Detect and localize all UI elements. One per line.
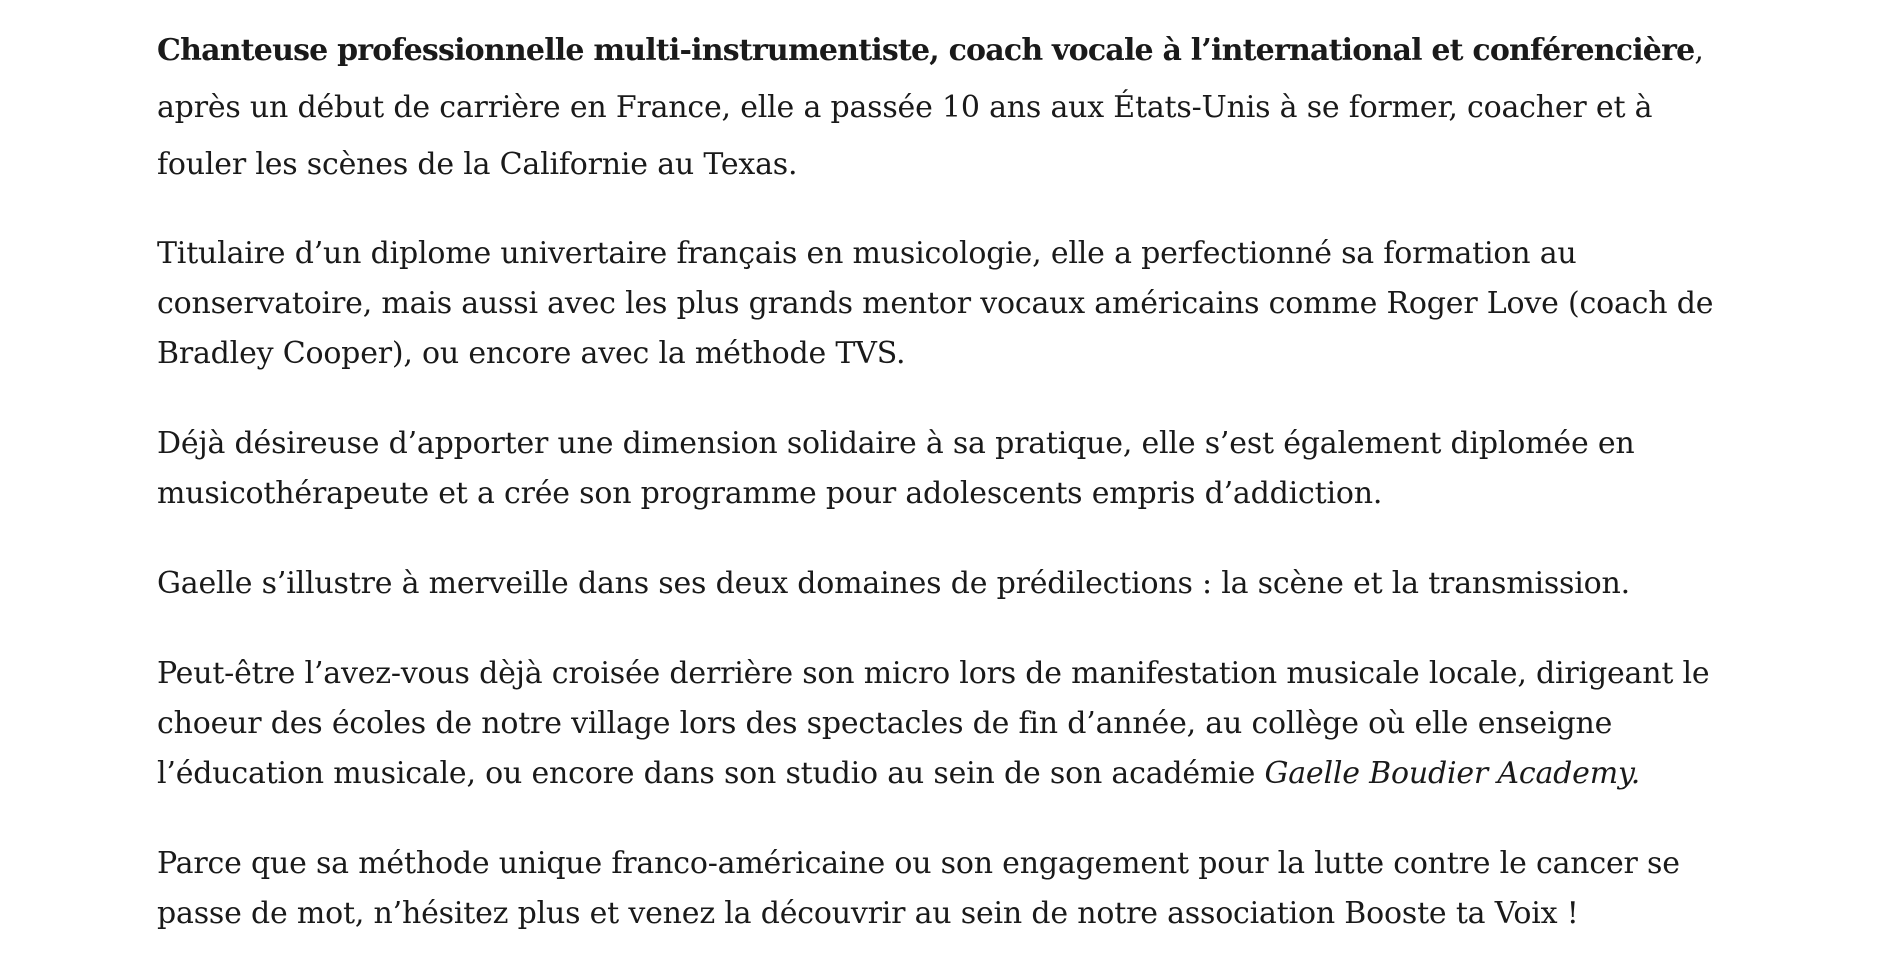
article-body (157, 22, 1737, 979)
intro-bold-lead: Chanteuse professionnelle multi-instrumentiste, coach vocale à l’international et conférencière (157, 33, 1695, 68)
paragraph-domains: Gaelle s’illustre à merveille dans ses deux domaines de prédilections : la scène et la transmission. (157, 566, 1630, 601)
academy-name: Gaelle Boudier Academy. (1264, 756, 1641, 791)
paragraph-education: Titulaire d’un diplome univertaire français en musicologie, elle a perfectionné sa formation au conservatoire, mais aussi avec les plus grands mentor vocaux américains comme Roger Love (coach de Bradley Cooper), ou encore avec la méthode TVS. (157, 236, 1714, 371)
intro-text: , après un début de carrière en France, elle a passée 10 ans aux États-Unis à se former, coacher et à fouler les scènes de la Californie au Texas. (157, 33, 1704, 182)
paragraph-locations (157, 649, 1737, 799)
paragraph-invitation: Parce que sa méthode unique franco-américaine ou son engagement pour la lutte contre le cancer se passe de mot, n’hésitez plus et venez la découvrir au sein de notre association Booste ta Voix ! (157, 846, 1680, 931)
locations-text: Peut-être l’avez-vous dèjà croisée derrière son micro lors de manifestation musicale locale, dirigeant le choeur des écoles de notre village lors des spectacles de fin d’année, au collège où elle enseigne l’éducation musicale, ou encore dans son studio au sein de son académie (157, 656, 1710, 791)
paragraph-intro (157, 22, 1737, 193)
paragraph-music-therapy: Déjà désireuse d’apporter une dimension solidaire à sa pratique, elle s’est également diplomée en musicothérapeute et a crée son programme pour adolescents empris d’addiction. (157, 426, 1635, 511)
